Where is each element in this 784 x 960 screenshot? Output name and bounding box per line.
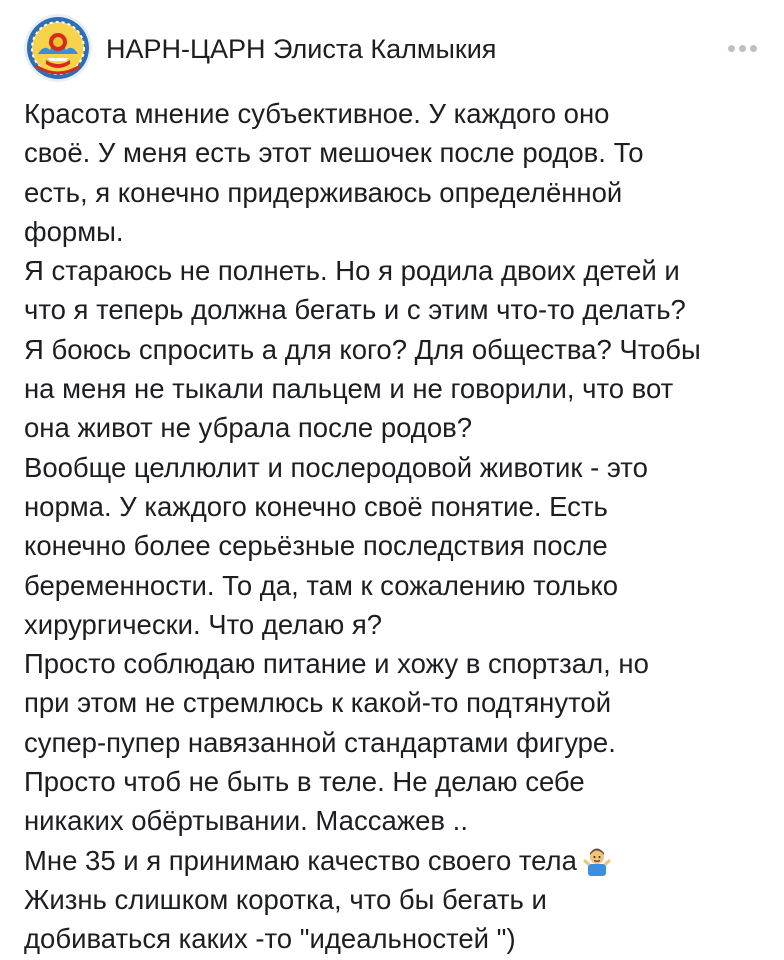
post-text-line: хирургически. Что делаю я? (24, 608, 383, 640)
post-text-line: конечно более серьёзные последствия после (24, 530, 608, 562)
post-text-line: Мне 35 и я принимаю качество своего тела (24, 844, 577, 876)
post-text-line: супер-пупер навязанной стандартами фигуре. (24, 726, 616, 758)
post-text-line: что я теперь должна бегать и с этим что-то делать? (24, 294, 686, 326)
more-options-button[interactable] (720, 34, 764, 62)
post-text-line: беременности. То да, там к сожалению только (24, 569, 619, 601)
post-text-line: формы. (24, 215, 124, 247)
post-text-line: Я стараюсь не полнеть. Но я родила двоих детей и (24, 255, 680, 287)
post-text-line: норма. У каждого конечно своё понятие. Есть (24, 490, 608, 522)
post-text-line: Вообще целлюлит и послеродовой животик - это (24, 451, 648, 483)
ellipsis-icon (750, 45, 757, 52)
post-text-line: добиваться каких -то "идеальностей ") (24, 923, 516, 955)
post-text-line: никаких обёртывании. Массажев .. (24, 805, 468, 837)
post-text-line: Красота мнение субъективное. У каждого оно (24, 98, 610, 129)
post-text-line: Просто соблюдаю питание и хожу в спортзал, но (24, 648, 649, 680)
post-text (24, 94, 774, 959)
ellipsis-icon (728, 45, 735, 52)
post-text-line: есть, я конечно придерживаюсь определённой (24, 176, 623, 208)
page-avatar[interactable] (24, 14, 92, 82)
post-text-line: Просто чтоб не быть в теле. Не делаю себе (24, 766, 585, 798)
post-text-line: Я боюсь спросить а для кого? Для общества? Чтобы (24, 333, 701, 365)
post-text-line: при этом не стремлюсь к какой-то подтянутой (24, 687, 612, 719)
kalmykia-emblem-icon (24, 14, 92, 82)
post-text-line: Жизнь слишком коротка, что бы бегать и (24, 883, 547, 915)
post-text-line: она живот не убрала после родов? (24, 412, 473, 444)
post-header (24, 14, 764, 84)
ellipsis-icon (739, 45, 746, 52)
post-text-line: своё. У меня есть этот мешочек после родов. То (24, 137, 644, 169)
man-shrugging-emoji-icon (581, 844, 613, 886)
post-text-line-with-emoji (24, 841, 774, 880)
post-text-line: на меня не тыкали пальцем и не говорили, что вот (24, 373, 674, 405)
page-name[interactable]: НАРН-ЦАРН Элиста Калмыкия (106, 34, 497, 64)
